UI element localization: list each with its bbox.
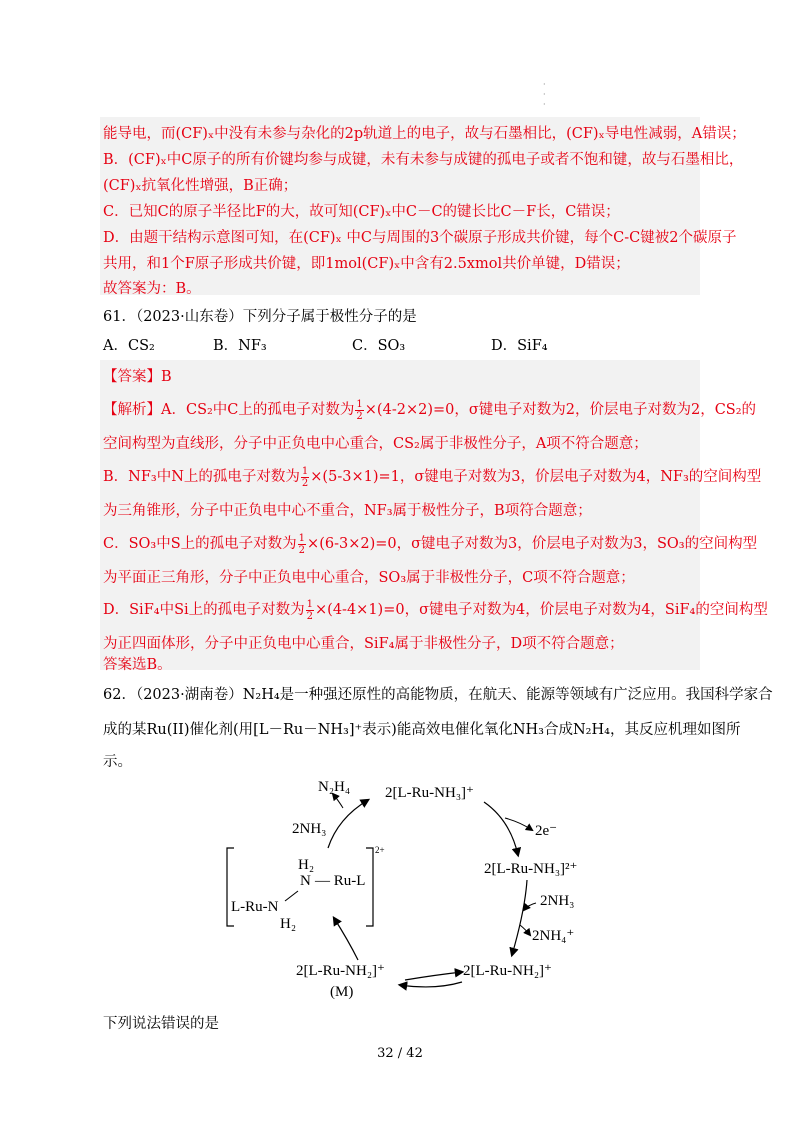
option-c: C．SO₃ xyxy=(352,338,406,354)
question-62-stem: 成的某Ru(II)催化剂(用[L－Ru－NH₃]⁺表示)能高效电催化氧化NH₃合成N₂H₄，其反应机理如图所 xyxy=(103,722,741,738)
fraction: $\frac{1}{2}$ xyxy=(301,465,309,489)
analysis-line: B．NF₃中N上的孤电子对数为 $\frac{1}{2}$ ×(5-3×1)=1，σ键电子对数为3，价层电子对数为4，NF₃的空间构型 xyxy=(103,465,762,489)
option-a: A．CS₂ xyxy=(103,338,155,354)
n-n-bond xyxy=(285,891,298,901)
arrow-dimer-to-top xyxy=(328,800,368,848)
analysis-line: D．SiF₄中Si上的孤电子对数为 $\frac{1}{2}$ ×(4-4×1)=0，σ键电子对数为4，价层电子对数为4，SiF₄的空间构型 xyxy=(103,598,768,622)
analysis-line: 为三角锥形，分子中正负电中心不重合，NF₃属于极性分子，B项符合题意； xyxy=(103,503,592,519)
m-label: (M) xyxy=(330,984,354,1000)
arrow-nh4-out xyxy=(520,925,530,935)
nh3-in-label: 2NH₃ xyxy=(540,893,575,909)
species-bottom-right: 2[L-Ru-NH₂]⁺ xyxy=(463,963,552,979)
analysis-line: C．已知C的原子半径比F的大，故可知(CF)ₓ中C－C的键长比C－F长，C错误； xyxy=(103,204,620,220)
question-61-stem: 61．（2023·山东卷）下列分子属于极性分子的是 xyxy=(103,309,417,325)
dimer-h2-top: H₂ xyxy=(298,857,315,873)
analysis-line: 空间构型为直线形，分子中正负电中心重合，CS₂属于非极性分子，A项不符合题意； xyxy=(103,436,648,452)
analysis-line: (CF)ₓ抗氧化性增强，B正确； xyxy=(103,178,298,194)
species-m: 2[L-Ru-NH₂]⁺ xyxy=(296,963,385,979)
answer-label: 【答案】B xyxy=(103,369,172,385)
analysis-line: 【解析】A．CS₂中C上的孤电子对数为 $\frac{1}{2}$ ×(4-2×2)=0，σ键电子对数为2，价层电子对数为2，CS₂的 xyxy=(103,398,757,422)
question-62-followup: 下列说法错误的是 xyxy=(103,1016,219,1032)
analysis-line: 故答案为：B。 xyxy=(103,281,201,297)
dimer-n-top: N xyxy=(300,873,311,889)
analysis-line: C．SO₃中S上的孤电子对数为 $\frac{1}{2}$ ×(6-3×2)=0，σ键电子对数为3，价层电子对数为3，SO₃的空间构型 xyxy=(103,532,758,556)
analysis-line: 答案选B。 xyxy=(103,657,172,673)
arrow-coupling xyxy=(334,918,358,960)
nh3-left-label: 2NH₃ xyxy=(292,821,327,837)
n2h4-label: N₂H₄ xyxy=(318,779,351,795)
fraction: $\frac{1}{2}$ xyxy=(306,598,314,622)
nh4-out-label: 2NH₄⁺ xyxy=(532,928,575,944)
option-d: D．SiF₄ xyxy=(491,338,548,354)
arrow-deprotonation xyxy=(512,880,527,955)
analysis-line: 为平面正三角形，分子中正负电中心重合，SO₃属于非极性分子，C项不符合题意； xyxy=(103,570,635,586)
electron-label: 2e⁻ xyxy=(535,823,558,839)
dimer-ru-right: — Ru-L xyxy=(315,873,366,889)
margin-dots: · · · xyxy=(543,80,546,109)
analysis-line: D．由题干结构示意图可知，在(CF)ₓ 中C与周围的3个碳原子形成共价键，每个C-C键被2个碳原子 xyxy=(103,230,737,246)
analysis-line: 为正四面体形，分子中正负电中心重合，SiF₄属于非极性分子，D项不符合题意； xyxy=(103,636,624,652)
fraction: $\frac{1}{2}$ xyxy=(298,532,306,556)
analysis-line: 能导电，而(CF)ₓ中没有未参与杂化的2p轨道上的电子，故与石墨相比，(CF)ₓ导电性减弱，A错误； xyxy=(103,126,746,142)
analysis-line: 共用，和1个F原子形成共价键，即1mol(CF)ₓ中含有2.5xmol共价单键，D错误； xyxy=(103,256,630,272)
arrow-nh3-in xyxy=(524,903,536,910)
arrow-equilibrium-forward xyxy=(405,972,462,980)
arrow-electron xyxy=(505,818,532,830)
species-right-mid: 2[L-Ru-NH₃]²⁺ xyxy=(484,861,578,877)
dimer-charge: 2+ xyxy=(375,845,385,855)
analysis-line: B．(CF)ₓ中C原子的所有价键均参与成键，未有未参与成键的孤电子或者不饱和键，故与石墨相比， xyxy=(103,152,744,168)
arrow-equilibrium-back xyxy=(400,982,462,987)
fraction: $\frac{1}{2}$ xyxy=(356,398,363,422)
species-top-right: 2[L-Ru-NH₃]⁺ xyxy=(385,785,474,801)
question-62-stem: 62．（2023·湖南卷）N₂H₄是一种强还原性的高能物质，在航天、能源等领域有广泛应用。我国科学家合 xyxy=(103,687,773,703)
right-bracket xyxy=(366,848,373,926)
question-62-stem: 示。 xyxy=(103,754,132,770)
arrow-release-n2h4 xyxy=(333,794,343,808)
dimer-left: L-Ru-N xyxy=(231,899,279,915)
page-number: 32 / 42 xyxy=(377,1046,423,1061)
dimer-h2-bottom: H₂ xyxy=(280,916,297,932)
arrow-oxidation xyxy=(484,802,518,855)
option-b: B．NF₃ xyxy=(213,338,267,354)
